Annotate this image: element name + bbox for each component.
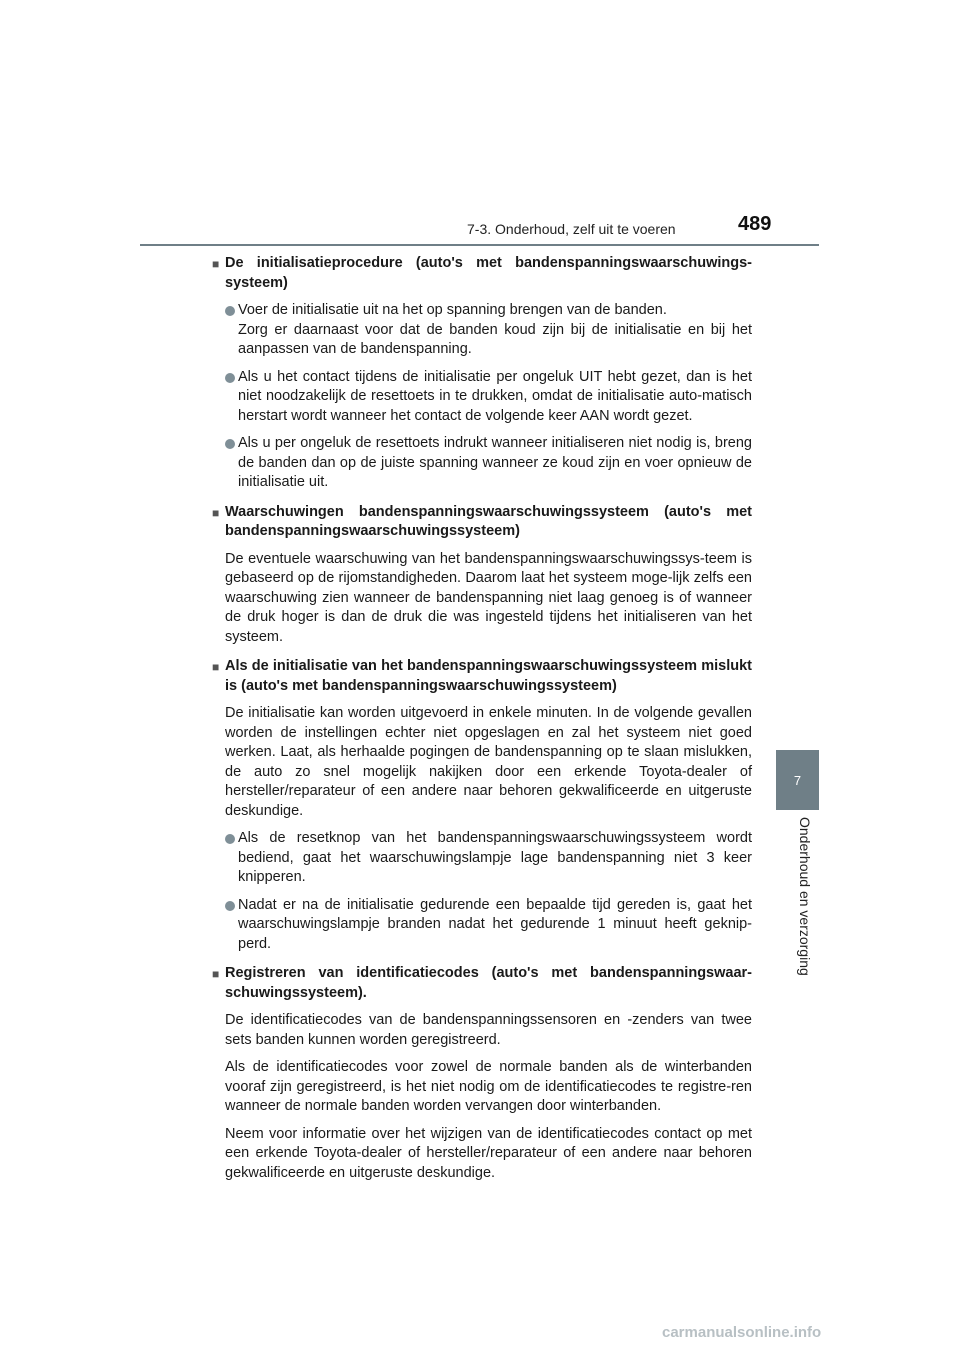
paragraph: De eventuele waarschuwing van het bandenspanningswaarschuwingssys-teem is gebaseerd op de rijomstandigheden. Daarom laat het systeem moge-lijk zelfs een waarschuwing zien wanneer de bandenspanning niet laag genoeg is of wanneer de druk hoger is dan de druk die was ingesteld tijdens het initialiseren van het systeem. <box>225 550 752 645</box>
paragraph: De identificatiecodes van de bandenspanningssensoren en -zenders van twee sets banden kunnen worden geregistreerd. <box>225 1012 752 1048</box>
section-title: De initialisatieprocedure (auto's met bandenspanningswaarschuwings-systeem) <box>225 255 752 291</box>
list-item <box>225 829 752 888</box>
chapter-label: Onderhoud en verzorging <box>797 817 813 976</box>
list-item-text: Als u het contact tijdens de initialisatie per ongeluk UIT hebt gezet, dan is het niet noodzakelijk de resettoets in te drukken, omdat de initialisatie auto-matisch herstart wordt wanneer het contact de volgende keer AAN wordt gezet. <box>238 368 752 424</box>
paragraph: Neem voor informatie over het wijzigen van de identificatiecodes contact op met een erkende Toyota-dealer of hersteller/reparateur of een andere naar behoren gekwalificeerde en uitgeruste deskundige. <box>225 1125 752 1181</box>
list-item-text: Zorg er daarnaast voor dat de banden koud zijn bij de initialisatie en bij het aanpassen van de bandenspanning. <box>238 321 752 357</box>
section-initialisation-failed <box>212 657 752 954</box>
section-title: Waarschuwingen bandenspanningswaarschuwingssysteem (auto's met bandenspanningswaarschuwingssysteem) <box>225 503 752 539</box>
watermark: carmanualsonline.info <box>662 1324 822 1341</box>
square-bullet-icon: ■ <box>212 505 220 520</box>
circle-bullet-icon <box>225 901 235 911</box>
circle-bullet-icon <box>225 306 235 316</box>
list-item-text: Als de resetknop van het bandenspanningswaarschuwingssysteem wordt bediend, gaat het waarschuwingslampje lage bandenspanning niet 3 keer knipperen. <box>238 830 752 885</box>
square-bullet-icon: ■ <box>212 257 220 271</box>
section-registration <box>212 964 752 1183</box>
circle-bullet-icon <box>225 439 235 449</box>
list-item <box>225 301 752 360</box>
list-item-text: Als u per ongeluk de resettoets indrukt wanneer initialiseren niet nodig is, breng de banden dan op de juiste spanning wanneer ze koud zijn en voer opnieuw de initialisatie uit. <box>238 435 752 490</box>
paragraph: Als de identificatiecodes voor zowel de normale banden als de winterbanden vooraf zijn geregistreerd, is het niet nodig om de identificatiecodes te registre-ren wanneer de normale banden worden vervangen door winterbanden. <box>225 1059 752 1114</box>
section-heading: 7-3. Onderhoud, zelf uit te voeren <box>467 221 676 237</box>
section-initialisation <box>212 254 752 493</box>
chapter-tab: 7 <box>776 750 819 810</box>
section-warnings <box>212 503 752 648</box>
list-item <box>225 896 752 955</box>
paragraph: De initialisatie kan worden uitgevoerd in enkele minuten. In de volgende gevallen worden de instellingen echter niet opgeslagen en zal het systeem niet goed werken. Laat, als herhaalde pogingen de bandenspanning op te slaan mislukken, de auto zo snel mogelijk nakijken door een erkende Toyota-dealer of hersteller/reparateur of een andere naar behoren gekwalificeerde en uitgeruste deskundige. <box>225 705 752 819</box>
page-number: 489 <box>738 213 772 235</box>
circle-bullet-icon <box>225 834 235 844</box>
square-bullet-icon: ■ <box>212 967 220 981</box>
list-item-text: Nadat er na de initialisatie gedurende een bepaalde tijd gereden is, gaat het waarschuwingslampje branden nadat het gedurende 1 minuut heeft geknip-perd. <box>238 896 752 952</box>
list-item <box>225 434 752 493</box>
circle-bullet-icon <box>225 373 235 383</box>
list-item <box>225 368 752 427</box>
header-divider <box>140 244 819 246</box>
main-content <box>212 254 752 1193</box>
section-title: Registreren van identificatiecodes (auto's met bandenspanningswaar-schuwingssysteem). <box>225 965 752 1001</box>
section-title: Als de initialisatie van het bandenspanningswaarschuwingssysteem mislukt is (auto's met bandenspanningswaarschuwingssysteem) <box>225 658 752 694</box>
square-bullet-icon: ■ <box>212 660 220 674</box>
list-item-text: Voer de initialisatie uit na het op spanning brengen van de banden. <box>238 302 667 318</box>
